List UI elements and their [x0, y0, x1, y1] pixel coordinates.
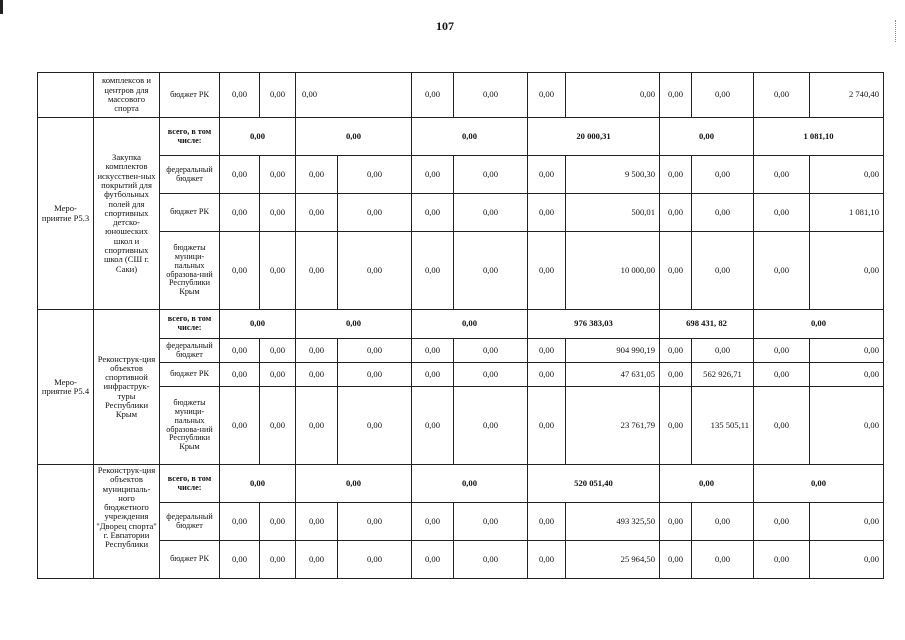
value-cell: 0,00: [566, 73, 660, 118]
value-cell: 0,00: [660, 503, 692, 541]
value-cell: 0,00: [338, 387, 412, 465]
value-cell: 0,00: [338, 541, 412, 579]
value-cell: 0,00: [754, 339, 810, 363]
value-cell: 0,00: [260, 73, 296, 118]
page-number: 107: [436, 19, 454, 33]
value-cell: 0,00: [754, 363, 810, 387]
value-cell: 0,00: [412, 387, 454, 465]
value-cell: 25 964,50: [566, 541, 660, 579]
total-cell: 976 383,03: [528, 310, 660, 339]
total-cell: 0,00: [296, 118, 412, 156]
value-cell: 0,00: [338, 194, 412, 232]
total-cell: 0,00: [220, 465, 296, 503]
value-cell: 0,00: [296, 232, 338, 310]
funding-source-cell: бюджет РК: [160, 194, 220, 232]
value-cell: 0,00: [220, 194, 260, 232]
table-row: [38, 465, 884, 503]
value-cell: 0,00: [338, 339, 412, 363]
value-cell: 0,00: [754, 232, 810, 310]
value-cell: 0,00: [338, 503, 412, 541]
value-cell: 562 926,71: [692, 363, 754, 387]
total-cell: 0,00: [660, 465, 754, 503]
description-cell: Закупка комплектов искусствен-ных покрытий для футбольных полей для спортивных детско-юношеских школ и спортивных школ (СШ г. Саки): [94, 118, 160, 310]
value-cell: 0,00: [220, 156, 260, 194]
total-cell: 520 051,40: [528, 465, 660, 503]
value-cell: 0,00: [528, 232, 566, 310]
description-cell: Реконструк-ция объектов спортивной инфраструк-туры Республики Крым: [94, 310, 160, 465]
total-cell: 0,00: [412, 465, 528, 503]
value-cell: 0,00: [412, 541, 454, 579]
value-cell: 0,00: [454, 541, 528, 579]
measure-cell: Меро-приятие Р5.4: [38, 310, 94, 465]
value-cell: 0,00: [810, 363, 884, 387]
value-cell: 0,00: [220, 339, 260, 363]
value-cell: 0,00: [810, 156, 884, 194]
value-cell: 0,00: [296, 339, 338, 363]
funding-source-cell: бюджеты муници-пальных образова-ний Республики Крым: [160, 387, 220, 465]
value-cell: 0,00: [692, 194, 754, 232]
value-cell: 0,00: [338, 156, 412, 194]
value-cell: 0,00: [260, 387, 296, 465]
value-cell: 500,01: [566, 194, 660, 232]
value-cell: 0,00: [412, 503, 454, 541]
total-cell: 698 431, 82: [660, 310, 754, 339]
value-cell: 0,00: [296, 363, 338, 387]
value-cell: 904 990,19: [566, 339, 660, 363]
value-cell: 0,00: [754, 503, 810, 541]
value-cell: 0,00: [412, 194, 454, 232]
value-cell: 0,00: [220, 387, 260, 465]
funding-source-cell: бюджет РК: [160, 363, 220, 387]
value-cell: 0,00: [810, 387, 884, 465]
total-cell: 0,00: [296, 310, 412, 339]
value-cell: 0,00: [754, 156, 810, 194]
value-cell: 0,00: [692, 541, 754, 579]
value-cell: 135 505,11: [692, 387, 754, 465]
table-row: [38, 363, 884, 387]
value-cell: 0,00: [692, 156, 754, 194]
value-cell: 0,00: [412, 339, 454, 363]
value-cell: 0,00: [220, 503, 260, 541]
value-cell: 0,00: [528, 387, 566, 465]
value-cell: 0,00: [810, 232, 884, 310]
value-cell: 0,00: [220, 541, 260, 579]
value-cell: 10 000,00: [566, 232, 660, 310]
funding-source-cell: федеральный бюджет: [160, 156, 220, 194]
value-cell: 0,00: [454, 232, 528, 310]
value-cell: 0,00: [454, 387, 528, 465]
table-row: [38, 73, 884, 118]
value-cell: 0,00: [660, 73, 692, 118]
total-cell: 0,00: [220, 118, 296, 156]
value-cell: 0,00: [810, 541, 884, 579]
value-cell: 0,00: [220, 363, 260, 387]
value-cell: 0,00: [528, 339, 566, 363]
value-cell: 0,00: [810, 503, 884, 541]
value-cell: 0,00: [260, 541, 296, 579]
funding-source-cell: всего, в том числе:: [160, 118, 220, 156]
value-cell: 0,00: [296, 387, 338, 465]
value-cell: 0,00: [296, 156, 338, 194]
funding-source-cell: всего, в том числе:: [160, 465, 220, 503]
value-cell: 0,00: [260, 363, 296, 387]
measure-cell: [38, 465, 94, 579]
value-cell: 0,00: [454, 156, 528, 194]
value-cell: 493 325,50: [566, 503, 660, 541]
total-cell: 0,00: [412, 118, 528, 156]
table-row: [38, 194, 884, 232]
table-row: [38, 310, 884, 339]
total-cell: 0,00: [412, 310, 528, 339]
value-cell: 0,00: [660, 541, 692, 579]
value-cell: 2 740,40: [810, 73, 884, 118]
value-cell: 0,00: [660, 156, 692, 194]
value-cell: 0,00: [296, 194, 338, 232]
value-cell: 0,00: [528, 541, 566, 579]
total-cell: 0,00: [660, 118, 754, 156]
total-cell: 20 000,31: [528, 118, 660, 156]
funding-source-cell: бюджеты муници-пальных образова-ний Республики Крым: [160, 232, 220, 310]
value-cell: 0,00: [528, 194, 566, 232]
value-cell: 0,00: [260, 339, 296, 363]
value-cell: 0,00: [660, 194, 692, 232]
table-row: [38, 118, 884, 156]
funding-source-cell: всего, в том числе:: [160, 310, 220, 339]
value-cell: 0,00: [692, 73, 754, 118]
value-cell: 0,00: [528, 156, 566, 194]
value-cell: 9 500,30: [566, 156, 660, 194]
table-row: [38, 503, 884, 541]
description-cell: Реконструк-ция объектов муниципаль-ного бюджетного учреждения "Дворец спорта" г. Евпатории Республики: [94, 465, 160, 579]
value-cell: 0,00: [412, 363, 454, 387]
value-cell: 0,00: [220, 73, 260, 118]
value-cell: 23 761,79: [566, 387, 660, 465]
total-cell: 0,00: [754, 465, 884, 503]
value-cell: 0,00: [692, 232, 754, 310]
value-cell: 0,00: [660, 387, 692, 465]
scan-edge-mark: [0, 0, 3, 14]
value-cell: 0,00: [260, 503, 296, 541]
value-cell: 0,00: [220, 232, 260, 310]
value-cell: 0,00: [296, 73, 412, 118]
value-cell: 0,00: [660, 339, 692, 363]
measure-cell: [38, 73, 94, 118]
table-row: [38, 387, 884, 465]
description-cell: комплексов и центров для массового спорта: [94, 73, 160, 118]
value-cell: 0,00: [338, 363, 412, 387]
value-cell: 0,00: [754, 194, 810, 232]
funding-source-cell: бюджет РК: [160, 73, 220, 118]
value-cell: 0,00: [296, 541, 338, 579]
value-cell: 0,00: [692, 339, 754, 363]
total-cell: 0,00: [296, 465, 412, 503]
budget-table: [37, 72, 884, 579]
table-row: [38, 232, 884, 310]
table-row: [38, 156, 884, 194]
value-cell: 0,00: [412, 232, 454, 310]
value-cell: 1 081,10: [810, 194, 884, 232]
total-cell: 0,00: [754, 310, 884, 339]
funding-source-cell: бюджет РК: [160, 541, 220, 579]
value-cell: 0,00: [412, 73, 454, 118]
value-cell: 0,00: [528, 73, 566, 118]
value-cell: 0,00: [754, 73, 810, 118]
value-cell: 0,00: [754, 541, 810, 579]
value-cell: 0,00: [528, 503, 566, 541]
value-cell: 47 631,05: [566, 363, 660, 387]
value-cell: 0,00: [454, 194, 528, 232]
total-cell: 1 081,10: [754, 118, 884, 156]
value-cell: 0,00: [454, 73, 528, 118]
value-cell: 0,00: [692, 503, 754, 541]
value-cell: 0,00: [660, 363, 692, 387]
value-cell: 0,00: [260, 232, 296, 310]
value-cell: 0,00: [454, 339, 528, 363]
total-cell: 0,00: [220, 310, 296, 339]
value-cell: 0,00: [296, 503, 338, 541]
value-cell: 0,00: [260, 194, 296, 232]
value-cell: 0,00: [528, 363, 566, 387]
table-row: [38, 541, 884, 579]
value-cell: 0,00: [260, 156, 296, 194]
scan-edge-mark-right: [895, 20, 899, 42]
funding-source-cell: федеральный бюджет: [160, 503, 220, 541]
funding-source-cell: федеральный бюджет: [160, 339, 220, 363]
value-cell: 0,00: [660, 232, 692, 310]
value-cell: 0,00: [338, 232, 412, 310]
value-cell: 0,00: [454, 503, 528, 541]
value-cell: 0,00: [454, 363, 528, 387]
value-cell: 0,00: [412, 156, 454, 194]
value-cell: 0,00: [810, 339, 884, 363]
table-row: [38, 339, 884, 363]
measure-cell: Меро-приятие Р5.3: [38, 118, 94, 310]
value-cell: 0,00: [754, 387, 810, 465]
